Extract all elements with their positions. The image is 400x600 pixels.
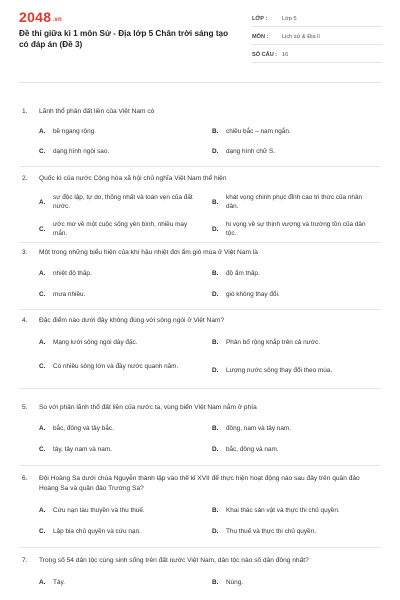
question-text: Quốc kì của nước Cộng hòa xã hội chủ nghĩa Việt Nam thể hiện <box>39 175 227 182</box>
logo-suffix: .vn <box>52 17 62 23</box>
option-text: dạng hình ngôi sao. <box>53 148 110 155</box>
option-letter: C. <box>39 148 46 155</box>
question-text: Một trong những biểu hiện của khí hậu nhiệt đới ẩm gió mùa ở Việt Nam là <box>39 249 258 256</box>
option-1b[interactable] <box>212 127 376 136</box>
question-number: 4. <box>22 317 28 324</box>
option-text: Lượng nước sông thay đổi theo mùa. <box>226 367 333 374</box>
option-text: Cứu nạn tàu thuyền và thu thuế. <box>53 507 145 514</box>
option-text: mưa nhiều. <box>53 291 86 298</box>
question-divider <box>19 547 381 548</box>
meta-grade <box>252 12 382 27</box>
option-text: dạng hình chữ S. <box>226 148 276 155</box>
option-letter: B. <box>212 425 219 432</box>
meta-subject <box>252 30 382 45</box>
option-text: ước mơ về một cuộc sống yên bình, nhiều may mắn. <box>53 221 188 237</box>
option-2d[interactable] <box>212 220 376 238</box>
option-text: Khai thác sản vật và thực thi chủ quyền. <box>226 507 340 514</box>
option-letter: D. <box>212 148 219 155</box>
option-5c[interactable] <box>39 445 203 454</box>
option-text: sự độc lập, tự do, thống nhất và toàn vẹn của đất nước. <box>53 194 193 210</box>
question-7 <box>22 556 372 566</box>
option-text: Tày. <box>53 579 65 586</box>
option-6b[interactable] <box>212 506 376 515</box>
meta-key: LỚP : <box>252 16 268 22</box>
option-letter: C. <box>39 225 46 233</box>
option-text: bề ngang rộng. <box>53 128 96 135</box>
question-text: Trong số 54 dân tộc cùng sinh sống trên đất nước Việt Nam, dân tộc nào số dân đông nhất? <box>39 557 309 564</box>
meta-value: Lớp 5 <box>282 16 297 22</box>
logo-text: 2048 <box>19 9 52 25</box>
option-letter: A. <box>39 339 46 346</box>
option-6c[interactable] <box>39 527 203 536</box>
meta-count <box>252 48 382 63</box>
question-5 <box>22 403 372 413</box>
option-text: tây, tây nam và nam. <box>53 446 112 453</box>
option-letter: C. <box>39 291 46 298</box>
question-1 <box>22 107 372 117</box>
option-letter: B. <box>212 198 219 206</box>
option-text: Có nhiều sông lớn và đầy nước quanh năm. <box>53 363 179 370</box>
option-letter: B. <box>212 507 219 514</box>
question-divider <box>19 166 381 167</box>
option-letter: D. <box>212 528 219 535</box>
question-divider <box>19 388 381 389</box>
option-letter: A. <box>39 128 46 135</box>
option-3d[interactable] <box>212 290 376 299</box>
exam-title: Đề thi giữa kì 1 môn Sử - Địa lớp 5 Chân trời sáng tạo có đáp án (Đề 3) <box>19 29 229 49</box>
option-letter: A. <box>39 579 46 586</box>
option-1d[interactable] <box>212 147 376 156</box>
option-letter: D. <box>212 367 219 374</box>
option-2c[interactable] <box>39 220 203 238</box>
option-letter: A. <box>39 425 46 432</box>
option-1c[interactable] <box>39 147 203 156</box>
question-3 <box>22 248 372 258</box>
option-letter: A. <box>39 507 46 514</box>
option-5d[interactable] <box>212 445 376 454</box>
option-6a[interactable] <box>39 506 203 515</box>
option-text: đông, nam và tây nam. <box>226 425 292 432</box>
option-text: nhiệt độ thấp. <box>53 270 92 277</box>
meta-key: MÔN : <box>252 34 269 40</box>
question-number: 6. <box>22 475 28 482</box>
meta-value: Lịch sử & Địa lí <box>282 34 320 40</box>
meta-key: SỐ CÂU : <box>252 52 278 58</box>
option-letter: A. <box>39 198 46 206</box>
option-text: Phân bố rộng khắp trên cả nước. <box>226 339 321 346</box>
question-2 <box>22 174 372 184</box>
option-letter: C. <box>39 446 46 453</box>
option-7a[interactable] <box>39 578 203 587</box>
option-letter: B. <box>212 270 219 277</box>
option-6d[interactable] <box>212 527 376 536</box>
page-header <box>0 0 400 60</box>
question-text: Đội Hoàng Sa dưới chúa Nguyễn thành lập vào thế kỉ XVII để thực hiện hoạt động nào sau đây trên quần đảo Hoàng Sa và quần đảo Trường Sa? <box>39 475 360 492</box>
option-1a[interactable] <box>39 127 203 136</box>
option-text: Lập bia chủ quyền và cứu nạn. <box>53 528 141 535</box>
option-text: bắc, đông và tây bắc. <box>53 425 114 432</box>
option-2a[interactable] <box>39 193 203 211</box>
option-text: Nùng. <box>226 579 244 586</box>
option-text: độ ẩm thấp. <box>226 270 260 277</box>
option-letter: B. <box>212 579 219 586</box>
question-4 <box>22 316 372 326</box>
option-4b[interactable] <box>212 338 376 347</box>
option-5b[interactable] <box>212 424 376 433</box>
option-text: bắc, đông và nam. <box>226 446 279 453</box>
question-divider <box>19 309 381 310</box>
question-number: 1. <box>22 108 28 115</box>
option-2b[interactable] <box>212 193 376 211</box>
option-7b[interactable] <box>212 578 376 587</box>
site-logo[interactable] <box>19 9 62 25</box>
question-text: Đặc điểm nào dưới đây không đúng với sông ngòi ở Việt Nam? <box>39 317 225 324</box>
option-text: hi vọng về sự thịnh vượng và trường tồn của dân tộc. <box>226 221 366 237</box>
option-letter: D. <box>212 446 219 453</box>
question-divider <box>19 242 381 243</box>
option-text: gió không thay đổi. <box>226 291 280 298</box>
option-3b[interactable] <box>212 269 376 278</box>
option-5a[interactable] <box>39 424 203 433</box>
meta-value: 16 <box>282 52 289 58</box>
option-letter: D. <box>212 291 219 298</box>
option-text: chiều bắc – nam ngắn. <box>226 128 291 135</box>
question-text: Lãnh thổ phần đất liền của Việt Nam có <box>39 108 155 115</box>
question-number: 2. <box>22 175 28 182</box>
option-3c[interactable] <box>39 290 203 299</box>
question-number: 5. <box>22 404 28 411</box>
option-letter: C. <box>39 528 46 535</box>
question-number: 7. <box>22 557 28 564</box>
option-text: Mạng lưới sông ngòi dày đặc. <box>53 339 138 346</box>
option-letter: D. <box>212 225 219 233</box>
exam-meta <box>252 12 382 66</box>
option-letter: B. <box>212 339 219 346</box>
option-text: Thu thuế và thực thi chủ quyền. <box>226 528 316 535</box>
header-divider <box>19 82 381 83</box>
option-4c[interactable] <box>39 362 203 371</box>
question-6 <box>22 474 372 494</box>
option-letter: A. <box>39 270 46 277</box>
question-number: 3. <box>22 249 28 256</box>
question-divider <box>19 465 381 466</box>
option-3a[interactable] <box>39 269 203 278</box>
option-letter: B. <box>212 128 219 135</box>
option-4a[interactable] <box>39 338 203 347</box>
option-4d[interactable] <box>212 366 376 375</box>
option-letter: C. <box>39 363 46 370</box>
question-text: So với phần lãnh thổ đất liền của nước ta, vùng biển Việt Nam nằm ở phía <box>39 404 257 411</box>
option-text: khát vọng chinh phục đỉnh cao tri thức của nhân dân. <box>226 194 363 210</box>
